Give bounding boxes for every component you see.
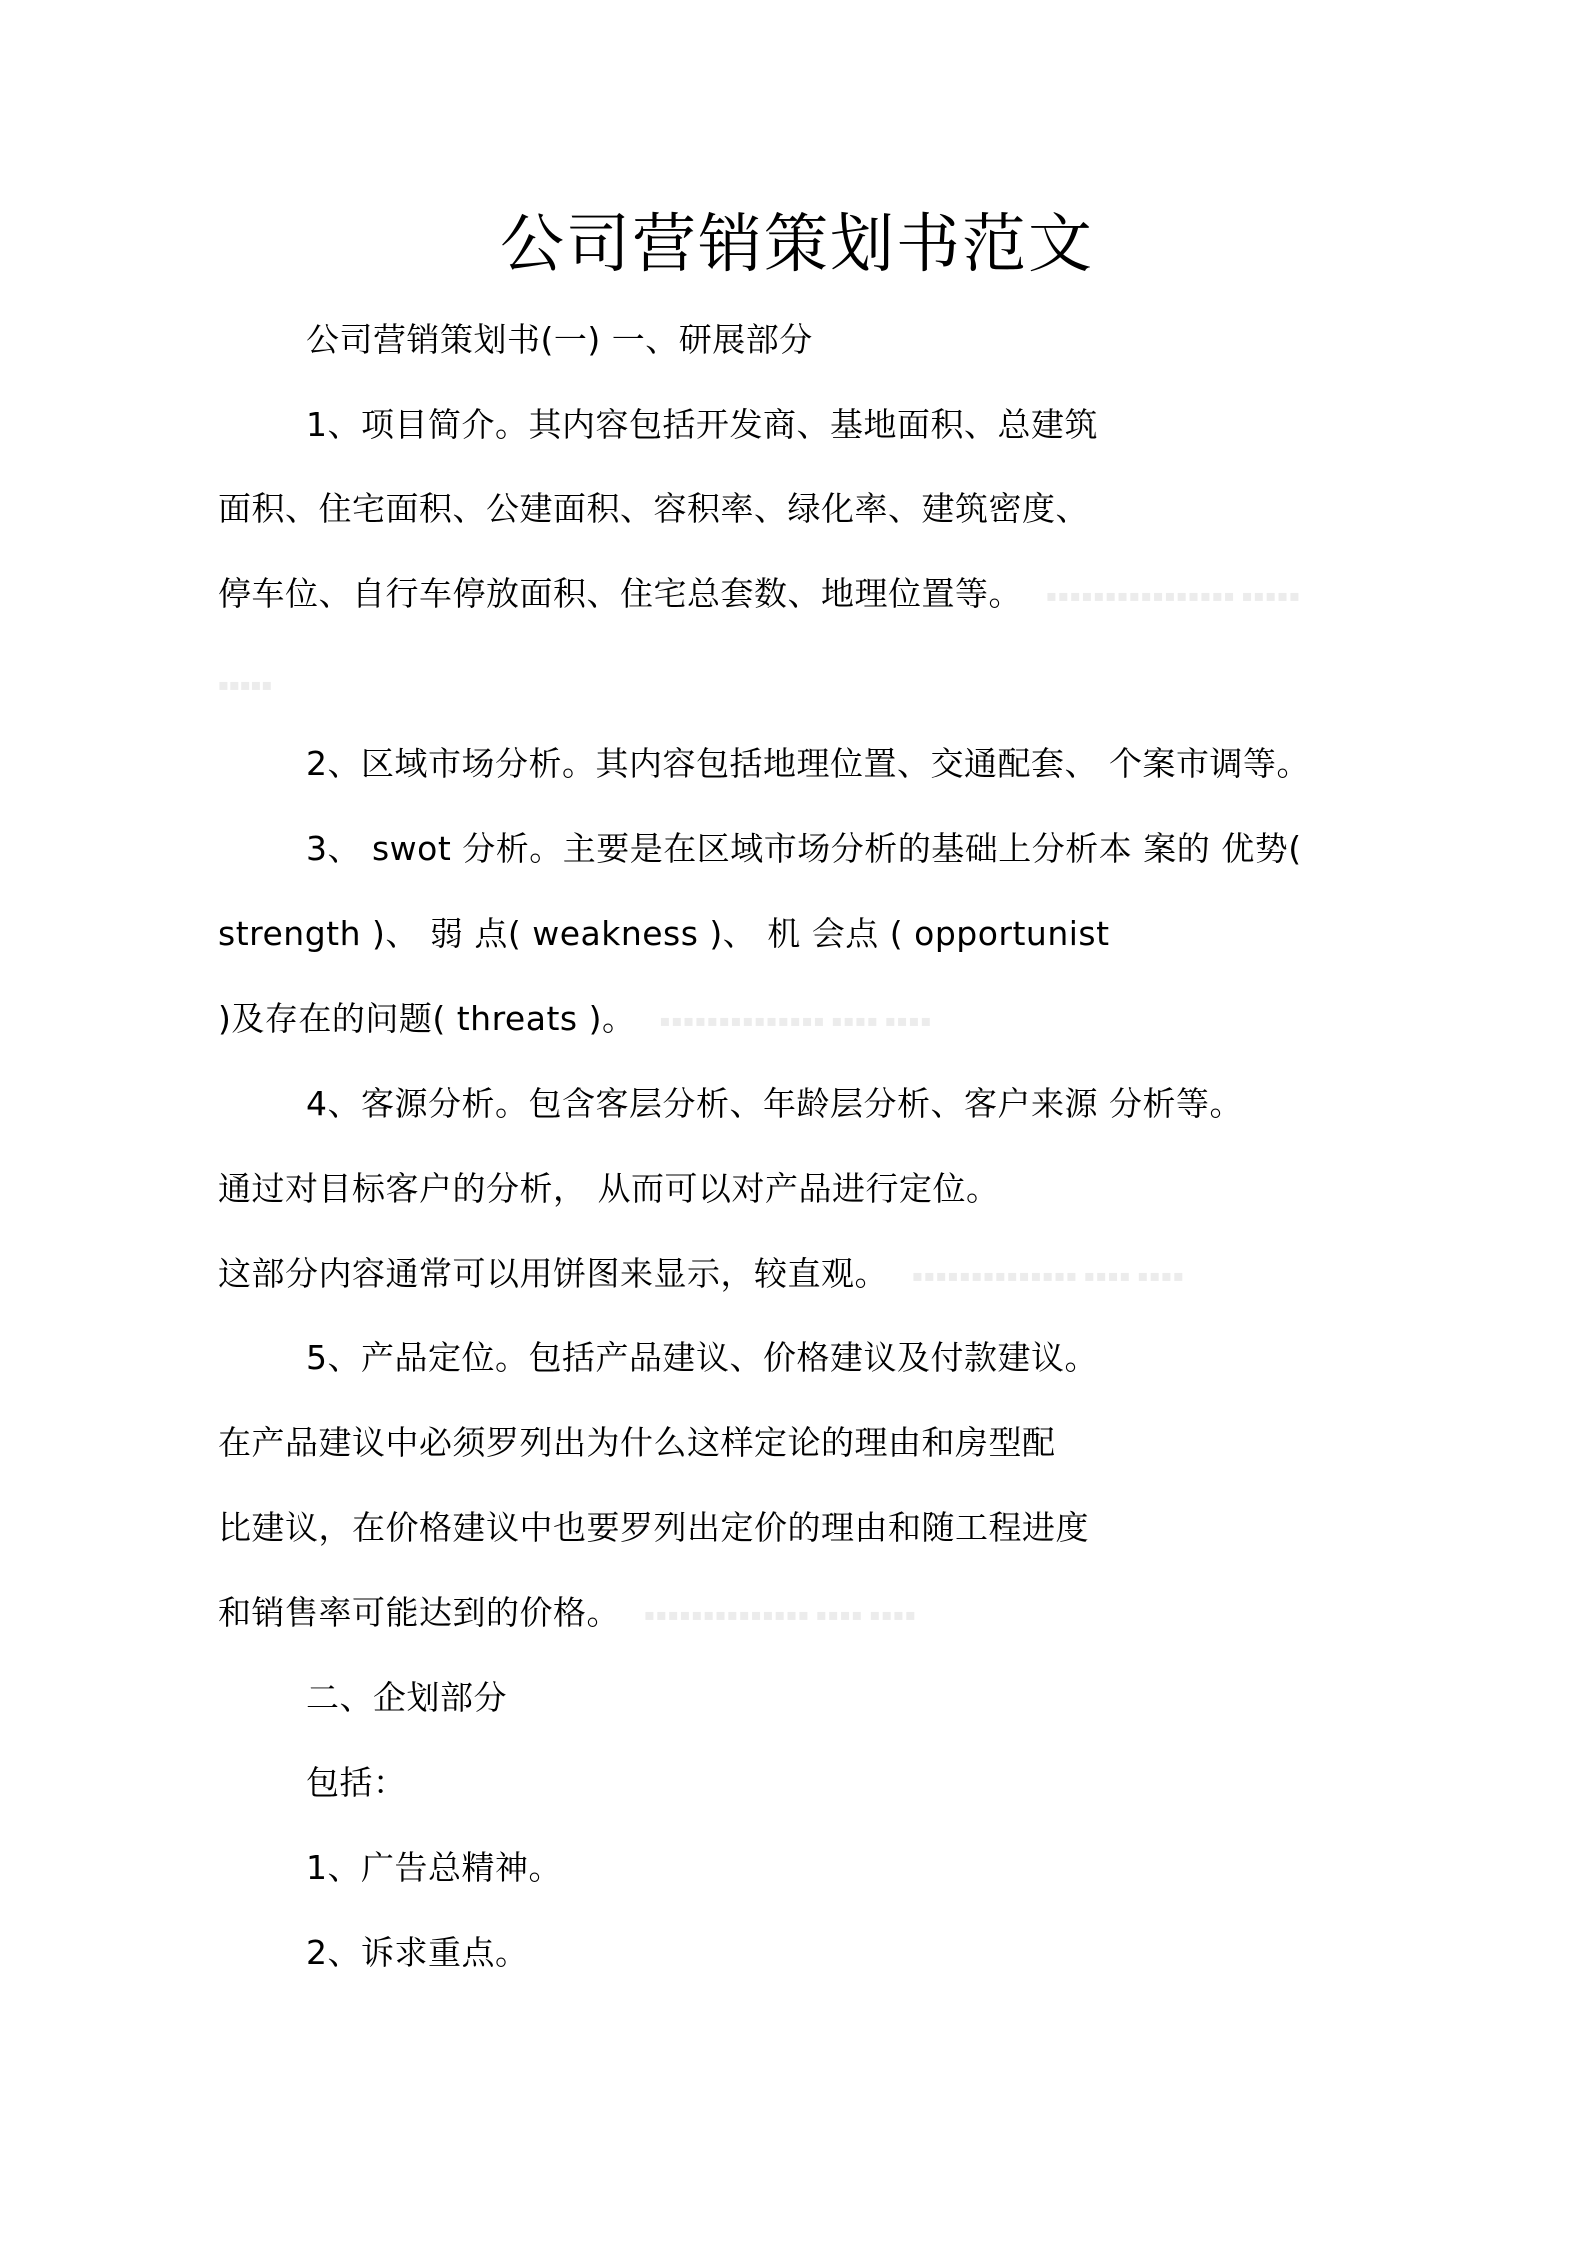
line-text: 这部分内容通常可以用饼图来显示，较直观。 — [218, 1254, 888, 1293]
paragraph-line — [306, 742, 1310, 786]
section-heading — [306, 1676, 507, 1720]
line-text: 4、客源分析。包含客层分析、年龄层分析、客户来源 分析等。 — [306, 1084, 1243, 1123]
line-text: 和销售率可能达到的价格。 — [218, 1593, 620, 1632]
paragraph-line — [306, 1761, 407, 1805]
paragraph-line — [218, 1421, 1056, 1465]
document-title: 公司营销策划书范文 — [500, 208, 1094, 282]
line-text: strength )、 弱 点( weakness )、 机 会点 ( opportunist — [218, 914, 1110, 953]
paragraph-line — [218, 1252, 1185, 1298]
line-text: 1、项目简介。其内容包括开发商、基地面积、总建筑 — [306, 405, 1098, 444]
paragraph-line — [218, 1506, 1089, 1550]
line-text: 比建议，在价格建议中也要罗列出定价的理由和随工程进度 — [218, 1508, 1089, 1547]
line-text: 在产品建议中必须罗列出为什么这样定论的理由和房型配 — [218, 1423, 1056, 1462]
paragraph-line — [218, 572, 1301, 618]
line-text: 包括： — [306, 1763, 407, 1802]
paragraph-line — [306, 403, 1098, 447]
paragraph-line — [306, 827, 1302, 871]
line-text: )及存在的问题( threats )。 — [218, 999, 636, 1038]
watermark-text: ▪▪▪▪▪▪▪▪▪▪▪▪▪▪▪▪ ▪▪▪▪▪ — [1046, 585, 1301, 605]
line-text: 3、 swot 分析。主要是在区域市场分析的基础上分析本 案的 优势( — [306, 829, 1302, 868]
line-text: 二、企划部分 — [306, 1678, 507, 1717]
line-text: 2、诉求重点。 — [306, 1933, 529, 1972]
paragraph-line — [218, 1167, 1000, 1211]
paragraph-line — [218, 487, 1089, 531]
paragraph-line — [306, 1082, 1243, 1126]
paragraph-line — [218, 912, 1110, 956]
paragraph-line — [306, 318, 813, 362]
line-text: 2、区域市场分析。其内容包括地理位置、交通配套、 个案市调等。 — [306, 744, 1310, 783]
line-text: 面积、住宅面积、公建面积、容积率、绿化率、建筑密度、 — [218, 489, 1089, 528]
watermark-text: ▪▪▪▪▪ — [218, 675, 273, 694]
line-text: 1、广告总精神。 — [306, 1848, 562, 1887]
paragraph-line — [218, 997, 932, 1043]
watermark-text: ▪▪▪▪▪▪▪▪▪▪▪▪▪▪ ▪▪▪▪ ▪▪▪▪ — [644, 1604, 917, 1624]
line-text: 通过对目标客户的分析， 从而可以对产品进行定位。 — [218, 1169, 1000, 1208]
paragraph-line — [218, 1591, 917, 1637]
paragraph-line — [306, 1336, 1098, 1380]
line-text: 停车位、自行车停放面积、住宅总套数、地理位置等。 — [218, 574, 1022, 613]
line-text: 公司营销策划书(一) 一、研展部分 — [306, 320, 813, 359]
watermark-text: ▪▪▪▪▪▪▪▪▪▪▪▪▪▪ ▪▪▪▪ ▪▪▪▪ — [912, 1265, 1185, 1285]
list-item — [306, 1846, 562, 1890]
line-text: 5、产品定位。包括产品建议、价格建议及付款建议。 — [306, 1338, 1098, 1377]
list-item — [306, 1931, 529, 1975]
watermark-text: ▪▪▪▪▪▪▪▪▪▪▪▪▪▪ ▪▪▪▪ ▪▪▪▪ — [659, 1010, 933, 1030]
